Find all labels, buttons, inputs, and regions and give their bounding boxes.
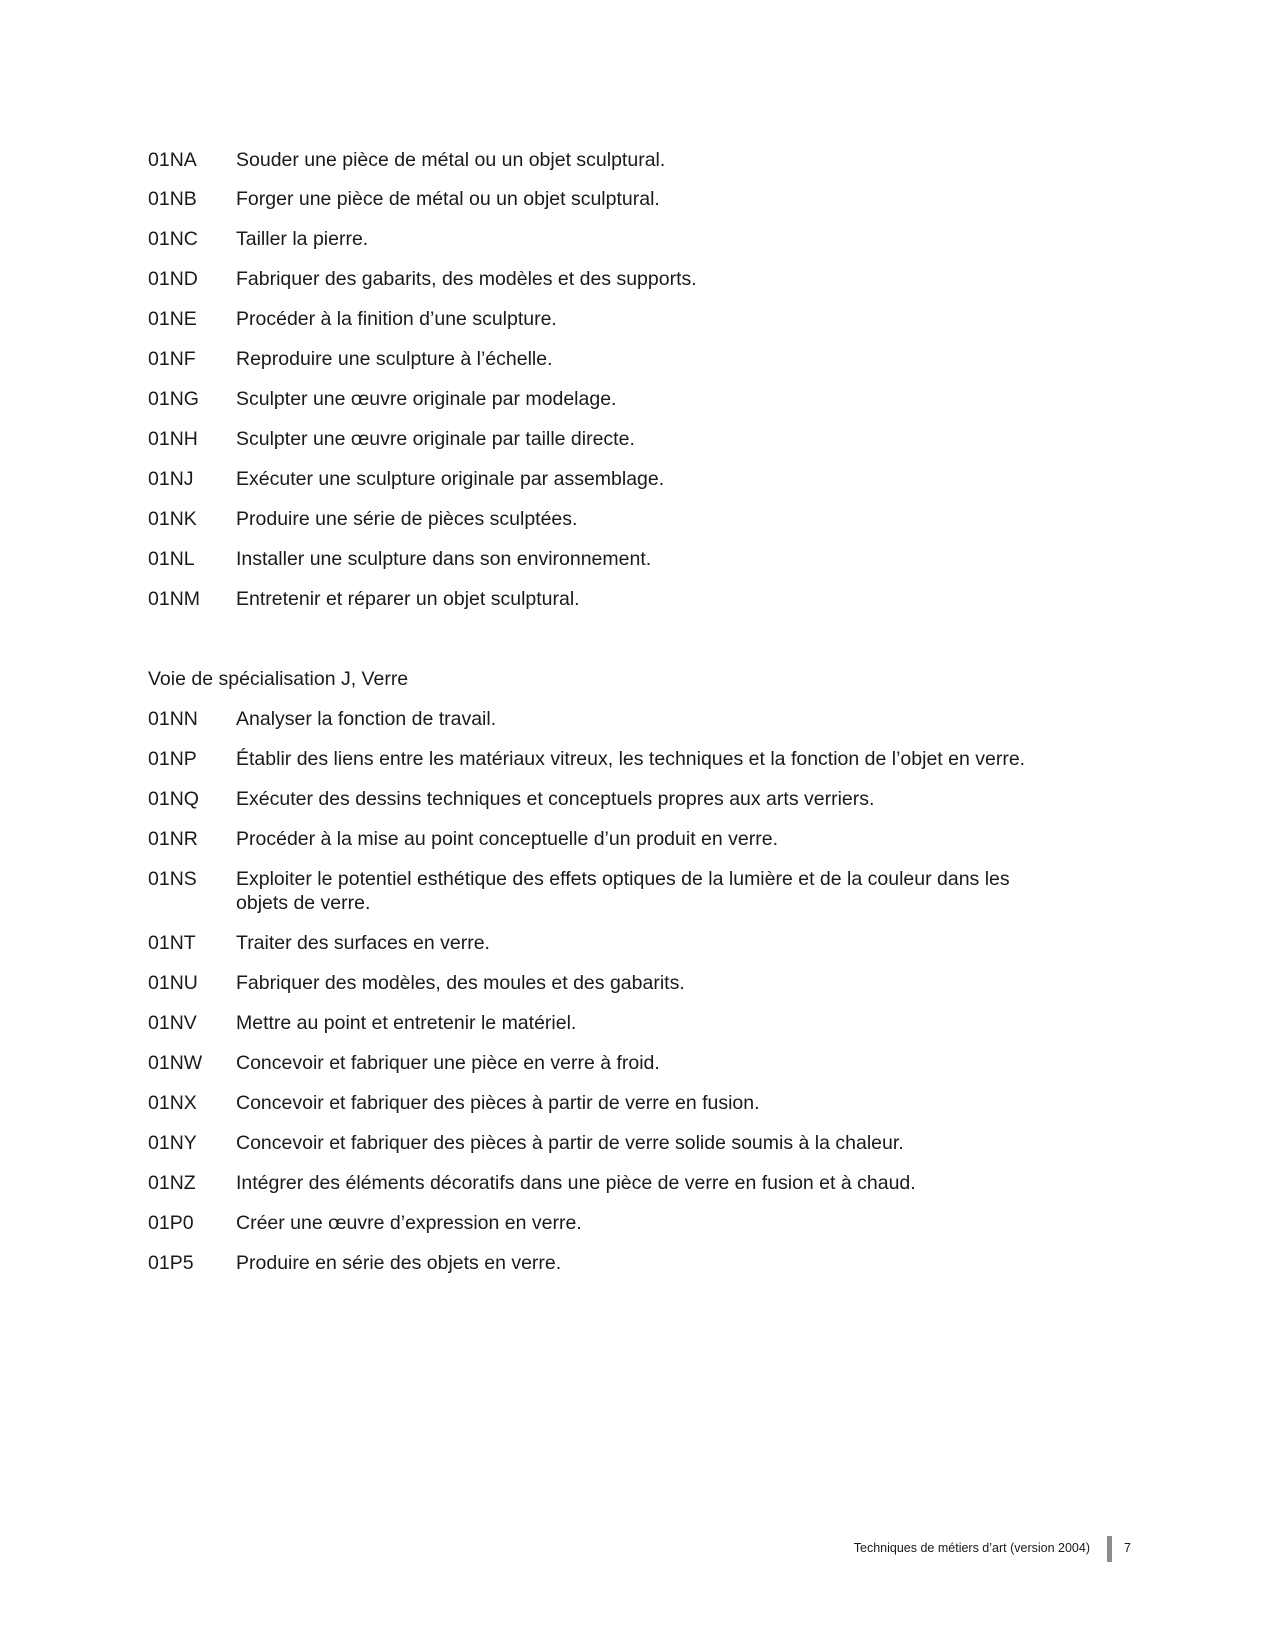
- competency-code: 01NX: [148, 1092, 197, 1114]
- competency-text: Traiter des surfaces en verre.: [236, 932, 490, 954]
- competency-code: 01NP: [148, 748, 197, 770]
- competency-code: 01NQ: [148, 788, 199, 810]
- competency-text: Exécuter des dessins techniques et conceptuels propres aux arts verriers.: [236, 788, 875, 810]
- page-number: 7: [1124, 1541, 1131, 1555]
- footer-document-title: Techniques de métiers d’art (version 2004): [853, 1541, 1090, 1555]
- competency-code: 01NH: [148, 428, 198, 450]
- competency-code: 01NZ: [148, 1172, 196, 1194]
- competency-code: 01NF: [148, 348, 196, 370]
- competency-text: Mettre au point et entretenir le matériel.: [236, 1012, 577, 1034]
- competency-text: Procéder à la mise au point conceptuelle d’un produit en verre.: [236, 828, 778, 850]
- competency-text: Entretenir et réparer un objet sculptural.: [236, 588, 580, 610]
- competency-text: Produire en série des objets en verre.: [236, 1252, 562, 1274]
- competency-code: 01NU: [148, 972, 198, 994]
- competency-text: Intégrer des éléments décoratifs dans une pièce de verre en fusion et à chaud.: [236, 1172, 916, 1194]
- page-footer: [0, 1536, 1275, 1562]
- competency-code: 01NE: [148, 308, 197, 330]
- competency-code: 01P0: [148, 1212, 194, 1234]
- competency-code: 01NG: [148, 388, 199, 410]
- competency-text: Fabriquer des modèles, des moules et des gabarits.: [236, 972, 685, 994]
- competency-code: 01ND: [148, 268, 198, 290]
- competency-text: Exécuter une sculpture originale par assemblage.: [236, 468, 665, 490]
- competency-code: 01NJ: [148, 468, 194, 490]
- competency-code: 01NM: [148, 588, 201, 610]
- competency-text: Fabriquer des gabarits, des modèles et des supports.: [236, 268, 697, 290]
- competency-code: 01NR: [148, 828, 198, 850]
- competency-text: Établir des liens entre les matériaux vitreux, les techniques et la fonction de l’objet en verre.: [236, 748, 1026, 770]
- competency-text: Installer une sculpture dans son environnement.: [236, 548, 652, 570]
- competency-text: Sculpter une œuvre originale par taille directe.: [236, 428, 635, 450]
- competency-code: 01NL: [148, 548, 195, 570]
- competency-text: Reproduire une sculpture à l’échelle.: [236, 348, 553, 370]
- competency-code: 01NS: [148, 868, 197, 890]
- competency-text: Tailler la pierre.: [236, 228, 369, 250]
- competency-code: 01NN: [148, 708, 198, 730]
- competency-text: Sculpter une œuvre originale par modelage.: [236, 388, 617, 410]
- competency-code: 01NT: [148, 932, 196, 954]
- section-heading: Voie de spécialisation J, Verre: [148, 668, 409, 690]
- competency-text: Concevoir et fabriquer une pièce en verre à froid.: [236, 1052, 660, 1074]
- competency-text: Procéder à la finition d’une sculpture.: [236, 308, 557, 330]
- competency-text: Souder une pièce de métal ou un objet sculptural.: [236, 149, 666, 171]
- competency-text: Créer une œuvre d’expression en verre.: [236, 1212, 582, 1234]
- competency-code: 01NW: [148, 1052, 203, 1074]
- competency-code: 01NC: [148, 228, 198, 250]
- competency-code: 01NA: [148, 149, 197, 171]
- competency-code: 01NY: [148, 1132, 197, 1154]
- competency-text: Produire une série de pièces sculptées.: [236, 508, 578, 530]
- competency-text: Concevoir et fabriquer des pièces à partir de verre en fusion.: [236, 1092, 760, 1114]
- competency-code: 01NB: [148, 188, 197, 210]
- competency-text: Exploiter le potentiel esthétique des effets optiques de la lumière et de la couleur dans les objets de verre.: [236, 868, 1010, 914]
- competency-text: Forger une pièce de métal ou un objet sculptural.: [236, 188, 660, 210]
- competency-text: Concevoir et fabriquer des pièces à partir de verre solide soumis à la chaleur.: [236, 1132, 904, 1154]
- competency-code: 01NV: [148, 1012, 197, 1034]
- footer-divider-bar: [1107, 1536, 1112, 1562]
- competency-code: 01P5: [148, 1252, 194, 1274]
- competency-code: 01NK: [148, 508, 197, 530]
- competency-text: Analyser la fonction de travail.: [236, 708, 497, 730]
